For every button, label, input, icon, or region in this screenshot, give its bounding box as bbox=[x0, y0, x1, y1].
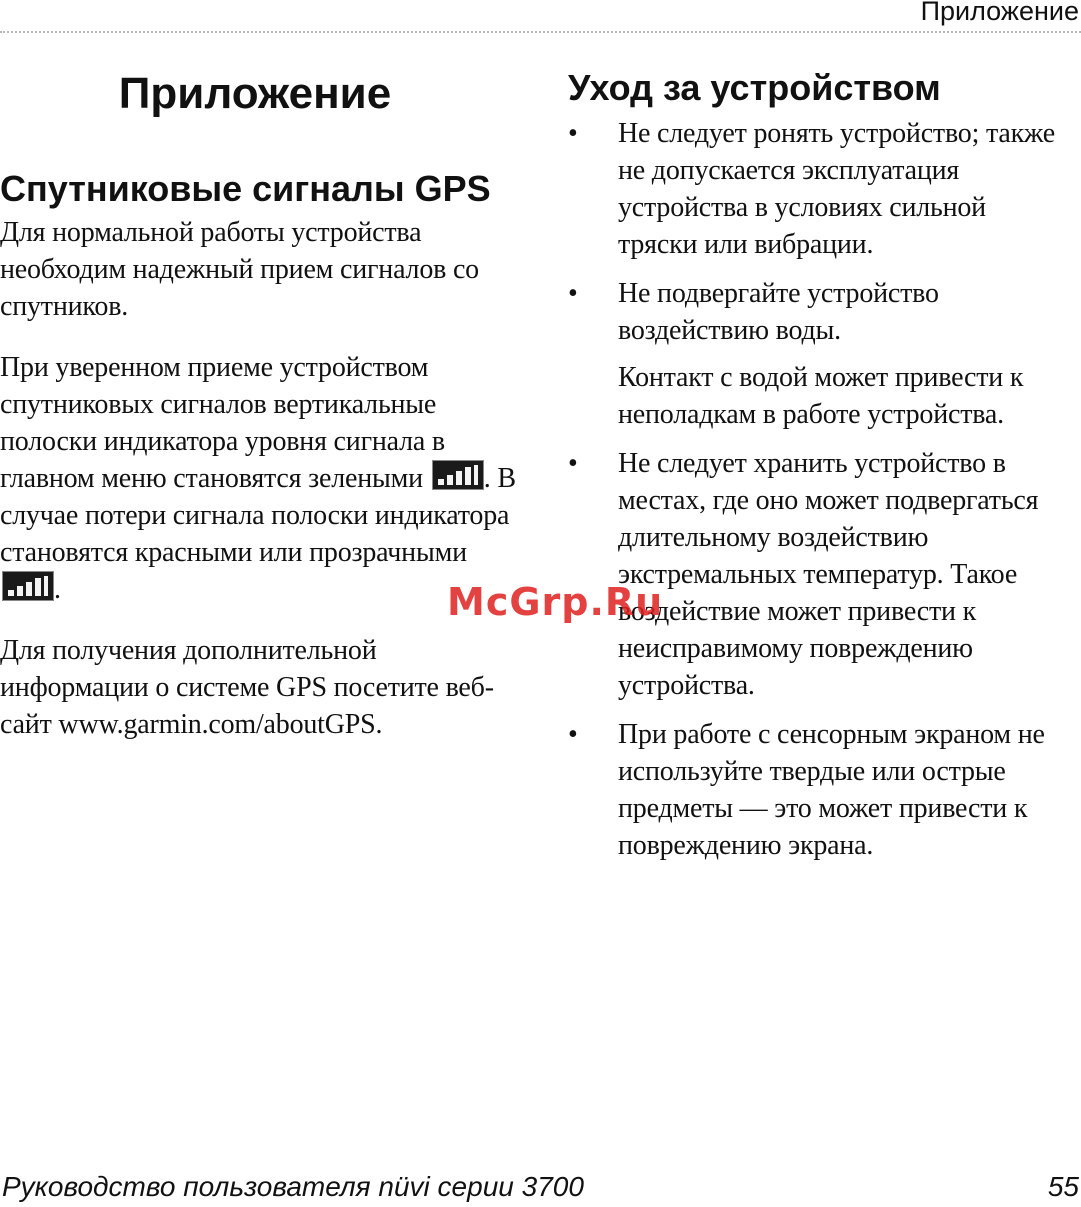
bullet-text: Не подвергайте устройство воздействию воды. bbox=[618, 278, 939, 346]
list-item bbox=[568, 275, 1068, 433]
bullet-icon: • bbox=[568, 118, 578, 149]
footer-manual-title: Руководство пользователя nüvi серии 3700 bbox=[2, 1171, 584, 1202]
running-header: Приложение bbox=[920, 0, 1079, 26]
gps-paragraph-2-text-a: При уверенном приеме устройством спутниковых сигналов вертикальные полоски индикатора уровня сигнала в главном меню становятся зелеными bbox=[0, 352, 445, 494]
left-column bbox=[0, 60, 520, 743]
chapter-title: Приложение bbox=[118, 69, 392, 118]
bullet-icon: • bbox=[568, 278, 578, 309]
list-item bbox=[568, 115, 1068, 263]
page-number: 55 bbox=[1047, 1171, 1079, 1202]
header-divider bbox=[0, 31, 1081, 33]
bullet-text: Не следует хранить устройство в местах, где оно может подвергаться длительному воздействию экстремальных температур. Такое воздействие может привести к неисправимому повреждению устройства. bbox=[618, 448, 1039, 701]
care-section-title: Уход за устройством bbox=[568, 67, 941, 108]
signal-strength-icon bbox=[2, 571, 54, 601]
gps-section-title: Спутниковые сигналы GPS bbox=[0, 168, 491, 209]
right-column bbox=[568, 60, 1068, 876]
bullet-text: Не следует ронять устройство; также не допускается эксплуатация устройства в условиях сильной тряски или вибрации. bbox=[618, 118, 1055, 260]
signal-strength-icon bbox=[432, 460, 484, 490]
gps-paragraph-2 bbox=[0, 349, 520, 608]
list-item bbox=[568, 445, 1068, 704]
gps-paragraph-3: Для получения дополнительной информации о системе GPS посетите веб-сайт www.garmin.com/aboutGPS. bbox=[0, 635, 494, 740]
care-bullet-list bbox=[568, 115, 1068, 864]
gps-paragraph-2-text-c: . bbox=[54, 574, 61, 605]
gps-paragraph-1: Для нормальной работы устройства необходим надежный прием сигналов со спутников. bbox=[0, 217, 479, 322]
bullet-icon: • bbox=[568, 719, 578, 750]
watermark: McGrp.Ru bbox=[447, 580, 664, 624]
gps-paragraph-2-text-b: . В случае потери сигнала полоски индикатора становятся красными или прозрачными bbox=[0, 463, 516, 568]
bullet-icon: • bbox=[568, 448, 578, 479]
bullet-text: При работе с сенсорным экраном не используйте твердые или острые предметы — это может привести к повреждению экрана. bbox=[618, 719, 1045, 861]
bullet-note: Контакт с водой может привести к неполадкам в работе устройства. bbox=[618, 362, 1024, 430]
list-item bbox=[568, 716, 1068, 864]
